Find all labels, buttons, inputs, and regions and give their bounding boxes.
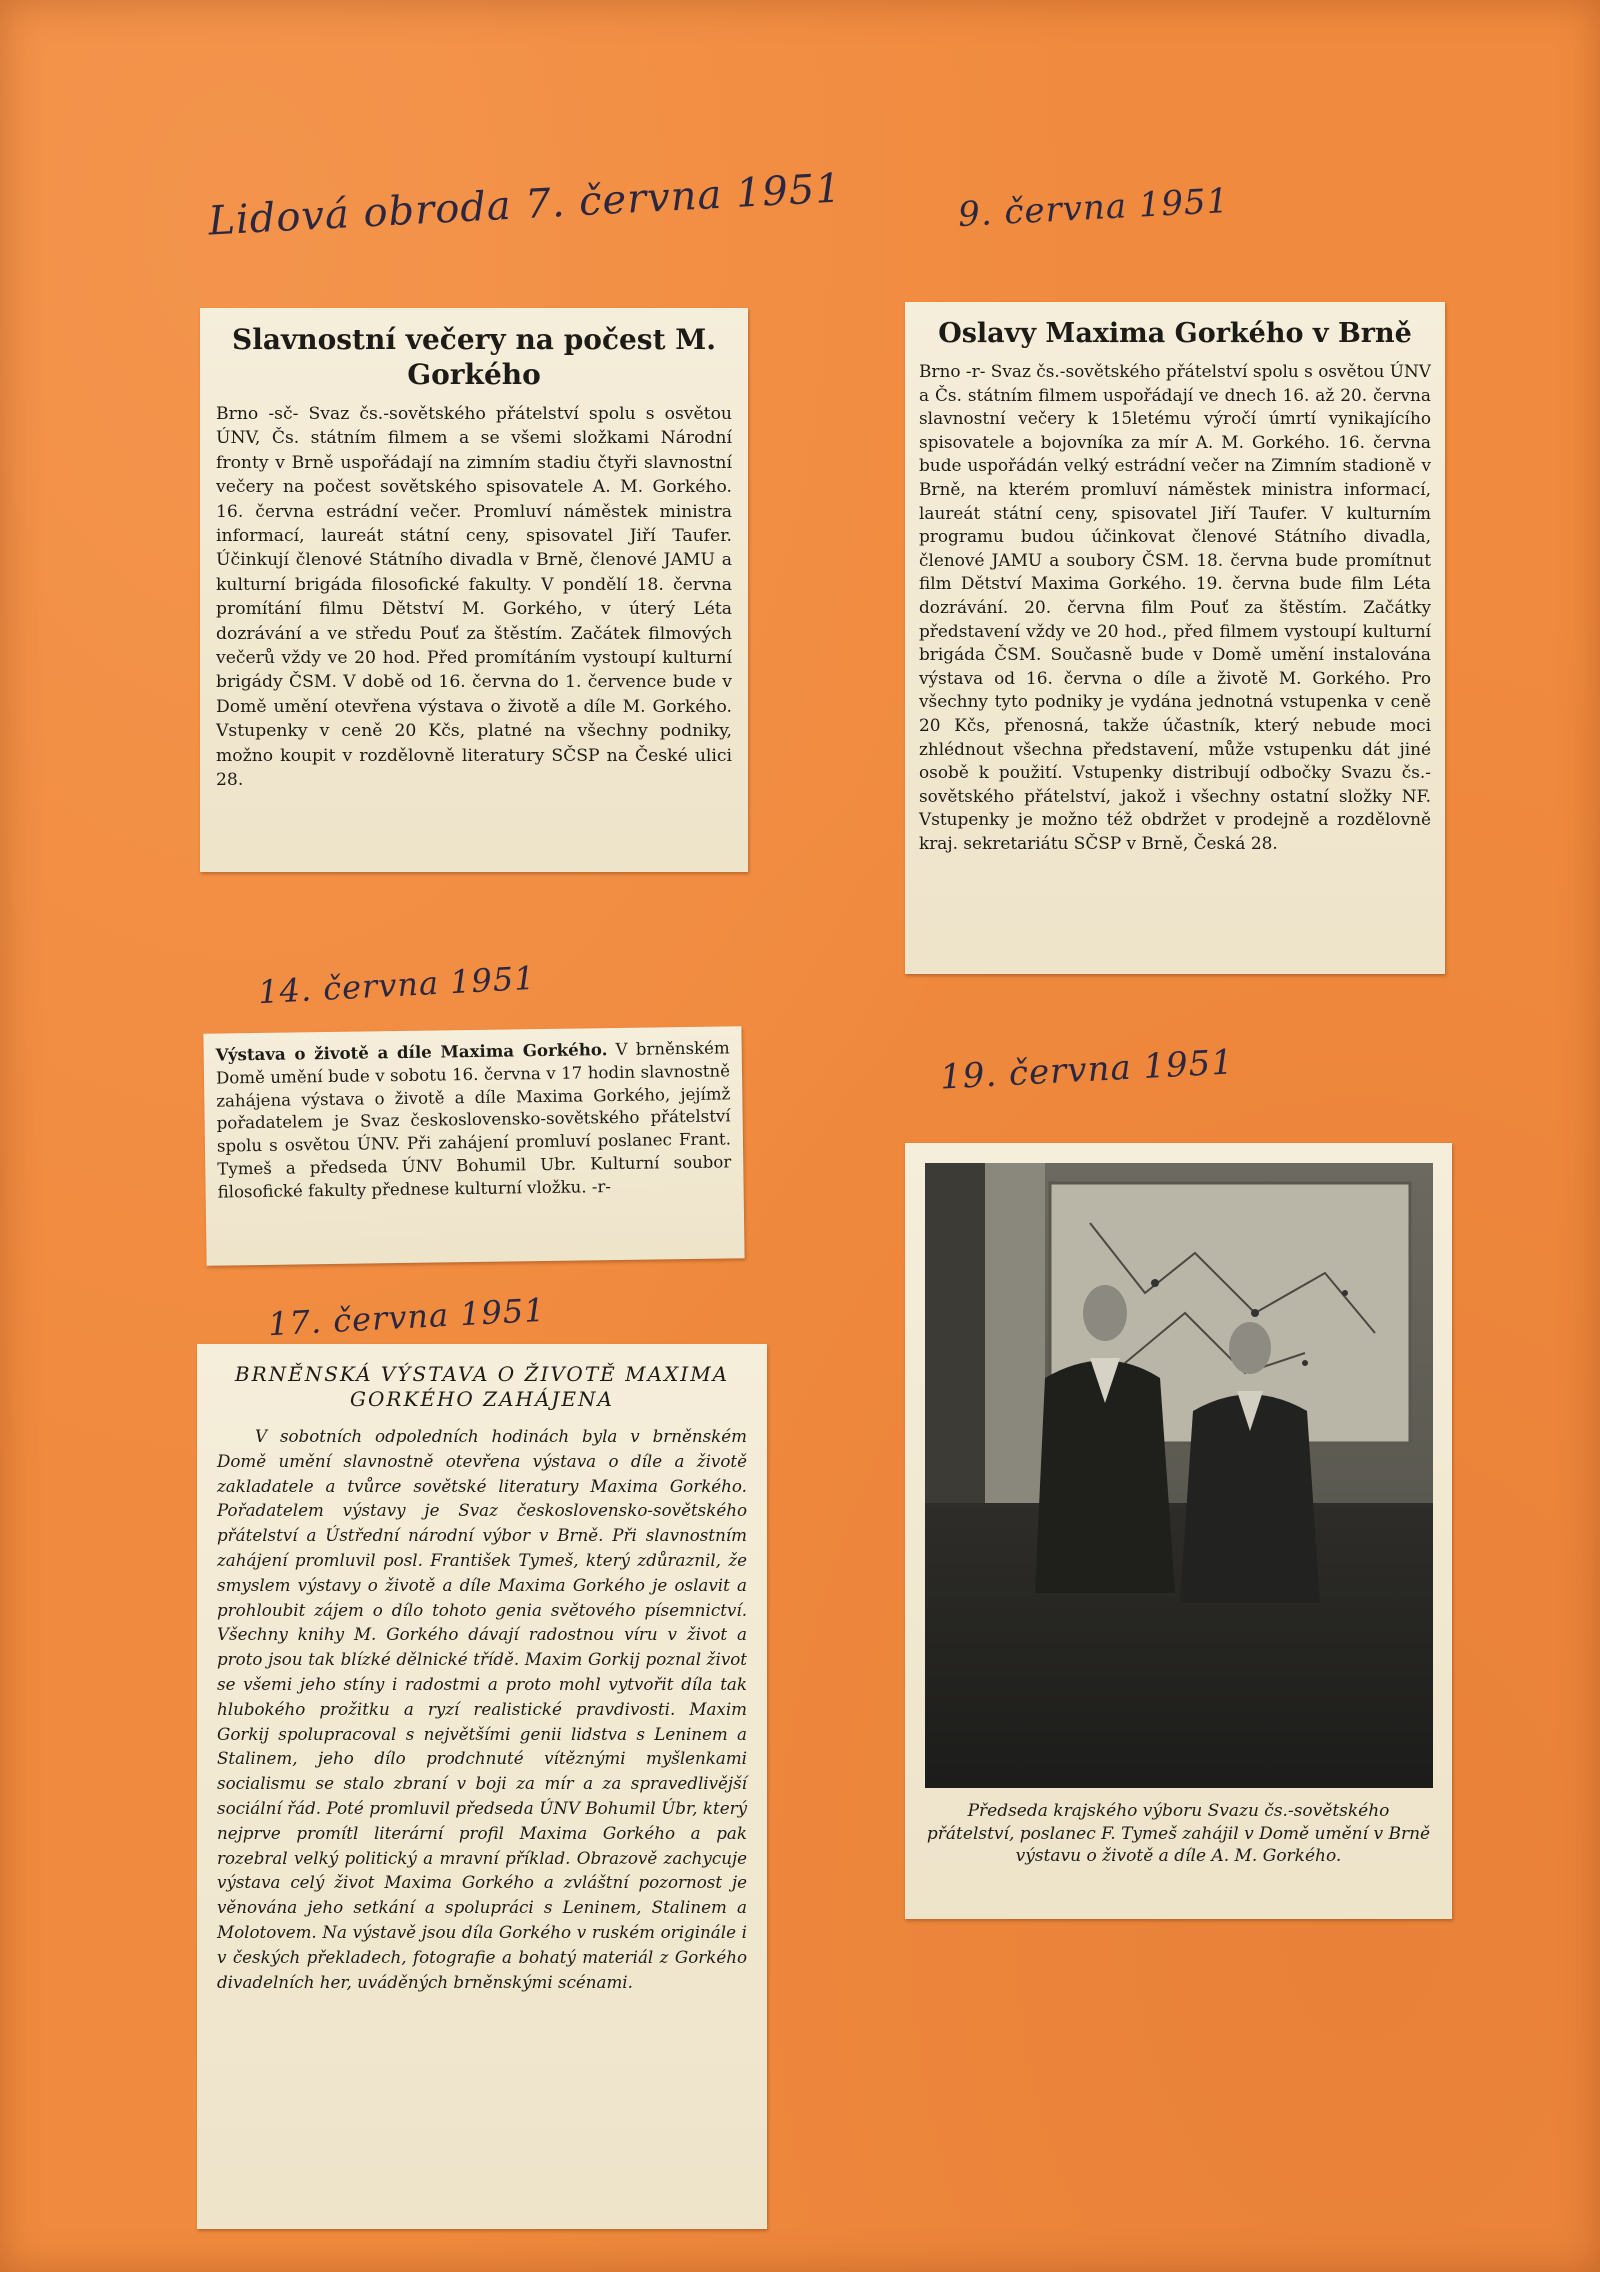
clipping-exhibition-notice (203, 1026, 744, 1265)
annotation-middle-left: 14. června 1951 (257, 958, 537, 1012)
annotation-top-left: Lidová obroda 7. června 1951 (207, 165, 843, 245)
photo-table (925, 1503, 1433, 1788)
clipping-celebrations-body: Brno -sč- Svaz čs.-sovětského přátelství spolu s osvětou ÚNV, Čs. státním filmem a se všemi složkami Národní fronty v Brně uspořádají na zimním stadiu čtyři slavnostní večery na počest sovětského spisovatele A. M. Gorkého. 16. června estrádní večer. Promluví náměstek ministra informací, laureát státní ceny, spisovatel Jiří Taufer. Účinkují členové Státního divadla v Brně, členové JAMU a kulturní brigáda filosofické fakulty. V pondělí 18. června promítání filmu Dětství M. Gorkého, v úterý Léta dozrávání a ve středu Pouť za štěstím. Začátek filmových večerů vždy ve 20 hod. Před promítáním vystoupí kulturní brigády ČSM. V době od 16. června do 1. července bude v Domě umění otevřena výstava o životě a díle M. Gorkého. Vstupenky v ceně 20 Kčs, platné na všechny podniky, možno koupit v rozdělovně literatury SČSP na České ulici 28. (216, 404, 732, 791)
photo-left-panel (925, 1163, 985, 1543)
clipping-exhibition-notice-lead: Výstava o životě a díle Maxima Gorkého. (215, 1039, 608, 1065)
annotation-top-right: 9. června 1951 (957, 180, 1231, 236)
clipping-photo (905, 1143, 1452, 1919)
clipping-celebrations (200, 308, 748, 872)
clipping-brno-celebrations-title: Oslavy Maxima Gorkého v Brně (938, 318, 1412, 349)
annotation-lower-left: 17. června 1951 (267, 1290, 547, 1344)
clipping-exhibition-opened (197, 1344, 767, 2229)
photo-map-dot (1302, 1360, 1308, 1366)
clipping-brno-celebrations (905, 302, 1445, 974)
photo-window-panel (985, 1163, 1045, 1523)
clipping-exhibition-notice-text (216, 1036, 732, 1204)
photo-map-dot (1342, 1290, 1348, 1296)
photo-map-dot (1251, 1309, 1259, 1317)
exhibition-photo (925, 1163, 1433, 1788)
photo-caption: Předseda krajského výboru Svazu čs.-sovětského přátelství, poslanec F. Tymeš zahájil v Domě umění v Brně výstavu o životě a díle A. M. Gorkého. (926, 1801, 1431, 1866)
clipping-exhibition-opened-title: BRNĚNSKÁ VÝSTAVA O ŽIVOTĚ MAXIMA GORKÉHO ZAHÁJENA (234, 1362, 730, 1411)
clipping-exhibition-notice-body: V brněnském Domě umění bude v sobotu 16. června v 17 hodin slavnostně zahájena výstava o životě a díle Maxima Gorkého, jejímž pořadatelem je Svaz československo-sovětského přátelství spolu s osvětou ÚNV. Při zahájení promluví poslanec Frant. Tymeš a předseda ÚNV Bohumil Ubr. Kulturní soubor filosofické fakulty přednese kulturní vložku. -r- (215, 1038, 732, 1202)
photo-map-dot (1151, 1279, 1159, 1287)
clipping-exhibition-opened-body: V sobotních odpoledních hodinách byla v brněnském Domě umění slavnostně otevřena výstava o díle a životě zakladatele a tvůrce sovětské literatury Maxima Gorkého. Pořadatelem výstavy je Svaz československo-sovětského přátelství a Ústřední národní výbor v Brně. Při slavnostním zahájení promluvil posl. František Tymeš, který zdůraznil, že smyslem výstavy o životě a díle Maxima Gorkého je oslavit a prohloubit zájem o dílo tohoto genia světového písemnictví. Všechny knihy M. Gorkého dávají radostnou víru v život a proto jsou tak blízké dělnické třídě. Maxim Gorkij poznal život se všemi jeho stíny i radostmi a proto mohl vytvořit díla tak hlubokého prožitku a ryzí realistické pravdivosti. Maxim Gorkij spolupracoval s největšími genii lidstva s Leninem a Stalinem, jeho dílo prodchnuté vítěznými myšlenkami socialismu se stalo zbraní v boji za mír a za spravedlivější sociální řád. Poté promluvil předseda ÚNV Bohumil Úbr, který nejprve promítl literární profil Maxima Gorkého a pak rozebral velký politický a mravní příklad. Obrazově zachycuje výstava celý život Maxima Gorkého a zvláštní pozornost je věnována jeho setkání a spolupráci s Leninem, Stalinem a Molotovem. Na výstavě jsou díla Gorkého v ruském originále i v českých překladech, fotografie a bohatý materiál z Gorkého divadelních her, uváděných brněnskými scénami. (217, 1426, 747, 1992)
clipping-celebrations-title: Slavnostní večery na počest M. Gorkého (231, 323, 716, 391)
annotation-middle-right: 19. června 1951 (939, 1042, 1235, 1098)
exhibition-photo-image (925, 1163, 1433, 1788)
clipping-brno-celebrations-body: Brno -r- Svaz čs.-sovětského přátelství spolu s osvětou ÚNV a Čs. státním filmem uspořádají ve dnech 16. až 20. června slavnostní večery k 15letému výročí úmrtí vynikajícího spisovatele a bojovníka za mír A. M. Gorkého. 16. června bude uspořádán velký estrádní večer na Zimním stadioně v Brně, na kterém promluví náměstek ministra informací, laureát státní ceny, spisovatel Jiří Taufer. V kulturním programu budou účinkovat členové Státního divadla, členové JAMU a soubory ČSM. 18. června bude promítnut film Dětství Maxima Gorkého. 19. června bude film Léta dozrávání. 20. června film Pouť za štěstím. Začátky představení vždy ve 20 hod., před filmem vystoupí kulturní brigáda ČSM. Současně bude v Domě umění instalována výstava od 16. června o díle a životě M. Gorkého. Pro všechny tyto podniky je vydána jednotná vstupenka v ceně 20 Kčs, přenosná, takže účastník, který nebude moci zhlédnout všechna představení, může vstupenku dát jiné osobě k použití. Vstupenky distribují odbočky Svazu čs.-sovětského přátelství, jakož i všechny ostatní složky NF. Vstupenky je možno též obdržet v prodejně a rozdělovně kraj. sekretariátu SČSP v Brně, Česká 28. (919, 361, 1431, 853)
